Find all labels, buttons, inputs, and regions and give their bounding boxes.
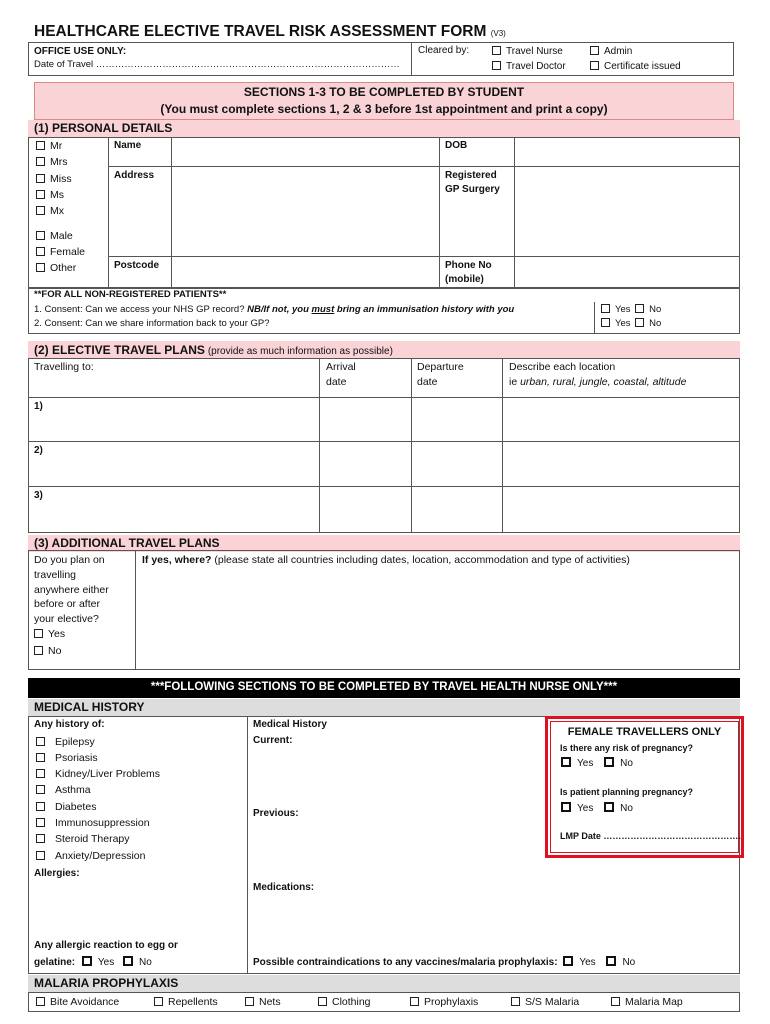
checkbox-icon (36, 769, 45, 778)
checkbox-icon (561, 757, 571, 767)
checkbox-icon (604, 757, 614, 767)
malaria-prophylaxis[interactable]: Prophylaxis (410, 995, 478, 1009)
malaria-header: MALARIA PROPHYLAXIS (34, 976, 179, 990)
malaria-nets[interactable]: Nets (245, 995, 281, 1009)
checkbox-icon (635, 318, 644, 327)
dob-label: DOB (445, 140, 468, 151)
banner-line1: SECTIONS 1-3 TO BE COMPLETED BY STUDENT (243, 85, 525, 99)
name-input[interactable] (173, 139, 437, 164)
name-label: Name (114, 140, 142, 151)
checkbox-icon (36, 190, 45, 199)
consent-2-options[interactable]: Yes No (601, 318, 661, 331)
nurse-banner-text: ***FOLLOWING SECTIONS TO BE COMPLETED BY TRAVEL HEALTH NURSE ONLY*** (150, 681, 618, 693)
checkbox-icon (611, 997, 620, 1006)
contraindications-row[interactable]: Possible contraindications to any vaccines/malaria prophylaxis: Yes No (253, 957, 636, 968)
gp-label-line2: GP Surgery (445, 184, 500, 195)
checkbox-icon (36, 818, 45, 827)
checkbox-icon (82, 956, 92, 966)
medications-label: Medications: (253, 882, 315, 893)
checkbox-icon (245, 997, 254, 1006)
condition-anxiety-depression[interactable]: Anxiety/Depression (36, 849, 145, 863)
checkbox-icon (36, 141, 45, 150)
checkbox-icon (590, 46, 599, 55)
dob-input[interactable] (516, 139, 738, 164)
checkbox-icon (604, 802, 614, 812)
address-input[interactable] (173, 169, 437, 254)
cleared-by-label: Cleared by: (418, 45, 470, 56)
departure-label-2: date (417, 376, 438, 388)
checkbox-icon (590, 61, 599, 70)
condition-epilepsy[interactable]: Epilepsy (36, 735, 95, 749)
checkbox-icon (606, 956, 616, 966)
additional-plans-input[interactable] (138, 570, 738, 668)
checkbox-icon (492, 46, 501, 55)
describe-label-1: Describe each location (509, 361, 616, 373)
pregnancy-risk-question: Is there any risk of pregnancy? (560, 743, 694, 753)
checkbox-icon (154, 997, 163, 1006)
date-of-travel-field[interactable]: Date of Travel …………………………………………………………………………………… (34, 59, 400, 70)
checkbox-icon (561, 802, 571, 812)
pregnancy-risk-options[interactable]: Yes No (561, 757, 633, 771)
checkbox-icon (36, 263, 45, 272)
checkbox-icon (36, 737, 45, 746)
phone-input[interactable] (516, 258, 738, 286)
postcode-input[interactable] (173, 258, 437, 286)
non-registered-heading: **FOR ALL NON-REGISTERED PATIENTS** (34, 289, 227, 300)
title-option-ms[interactable]: Ms (36, 188, 64, 202)
form-title: HEALTHCARE ELECTIVE TRAVEL RISK ASSESSMENT FORM (V3) (34, 23, 506, 40)
egg-allergy-label: Any allergic reaction to egg or (34, 940, 178, 951)
checkbox-icon (36, 231, 45, 240)
gender-option-male[interactable]: Male (36, 229, 73, 243)
title-option-mx[interactable]: Mx (36, 204, 64, 218)
lmp-date-field[interactable]: LMP Date ………………………………………. (560, 831, 741, 841)
condition-immunosuppression[interactable]: Immunosuppression (36, 816, 150, 830)
gp-surgery-input[interactable] (516, 169, 738, 254)
additional-question: Do you plan on travelling anywhere either before or after your elective? (34, 554, 109, 626)
consent-1: 1. Consent: Can we access your NHS GP record? NB/If not, you must bring an immunisation history with you (34, 304, 515, 315)
cleared-certificate-issued[interactable]: Certificate issued (590, 60, 681, 74)
section1-header: (1) PERSONAL DETAILS (34, 121, 173, 135)
medical-history-label: Medical History (253, 719, 327, 730)
checkbox-icon (36, 834, 45, 843)
cleared-admin[interactable]: Admin (590, 45, 632, 59)
checkbox-icon (601, 304, 610, 313)
banner-line2: (You must complete sections 1, 2 & 3 before 1st appointment and print a copy) (160, 102, 608, 116)
checkbox-icon (123, 956, 133, 966)
planning-pregnancy-options[interactable]: Yes No (561, 802, 633, 816)
consent-2: 2. Consent: Can we share information back to your GP? (34, 318, 270, 329)
checkbox-icon (36, 174, 45, 183)
checkbox-icon (34, 629, 43, 638)
cleared-travel-doctor[interactable]: Travel Doctor (492, 60, 566, 74)
arrival-label-1: Arrival (326, 361, 356, 373)
malaria-ss-malaria[interactable]: S/S Malaria (511, 995, 579, 1009)
departure-label-1: Departure (417, 361, 464, 373)
previous-label: Previous: (253, 808, 299, 819)
gender-option-other[interactable]: Other (36, 261, 76, 275)
medical-history-header: MEDICAL HISTORY (34, 700, 145, 714)
form-version: (V3) (490, 29, 506, 38)
condition-kidney-liver[interactable]: Kidney/Liver Problems (36, 767, 160, 781)
address-label: Address (114, 170, 155, 181)
malaria-bite-avoidance[interactable]: Bite Avoidance (36, 995, 119, 1009)
condition-psoriasis[interactable]: Psoriasis (36, 751, 98, 765)
checkbox-icon (36, 753, 45, 762)
allergies-label: Allergies: (34, 868, 80, 879)
any-history-label: Any history of: (34, 719, 105, 730)
phone-label-line2: (mobile) (445, 274, 484, 285)
title-option-mrs[interactable]: Mrs (36, 155, 68, 169)
travel-row-2[interactable]: 2) (34, 445, 43, 456)
checkbox-icon (36, 247, 45, 256)
checkbox-icon (36, 802, 45, 811)
egg-allergy-options[interactable]: gelatine: Yes No (34, 957, 152, 968)
checkbox-icon (492, 61, 501, 70)
malaria-repellents[interactable]: Repellents (154, 995, 218, 1009)
consent-1-options[interactable]: Yes No (601, 304, 661, 317)
travel-row-1[interactable]: 1) (34, 401, 43, 412)
checkbox-icon (635, 304, 644, 313)
travel-row-3[interactable]: 3) (34, 490, 43, 501)
section3-header: (3) ADDITIONAL TRAVEL PLANS (34, 536, 220, 550)
if-yes-where-label: If yes, where? (please state all countries including dates, location, accommodation and type of activities) (142, 554, 630, 566)
phone-label-line1: Phone No (445, 260, 492, 271)
malaria-map[interactable]: Malaria Map (611, 995, 683, 1009)
condition-asthma[interactable]: Asthma (36, 783, 91, 797)
gp-label-line1: Registered (445, 170, 497, 181)
checkbox-icon (36, 851, 45, 860)
describe-label-2: ie urban, rural, jungle, coastal, altitude (509, 376, 687, 388)
title-option-mr[interactable]: Mr (36, 139, 62, 153)
malaria-clothing[interactable]: Clothing (318, 995, 371, 1009)
checkbox-icon (36, 157, 45, 166)
checkbox-icon (36, 206, 45, 215)
condition-diabetes[interactable]: Diabetes (36, 800, 96, 814)
checkbox-icon (36, 785, 45, 794)
checkbox-icon (601, 318, 610, 327)
condition-steroid-therapy[interactable]: Steroid Therapy (36, 832, 130, 846)
checkbox-icon (511, 997, 520, 1006)
cleared-travel-nurse[interactable]: Travel Nurse (492, 45, 563, 59)
title-option-miss[interactable]: Miss (36, 172, 72, 186)
checkbox-icon (563, 956, 573, 966)
postcode-label: Postcode (114, 260, 160, 271)
checkbox-icon (318, 997, 327, 1006)
checkbox-icon (34, 646, 43, 655)
travelling-to-label: Travelling to: (34, 361, 94, 373)
checkbox-icon (36, 997, 45, 1006)
arrival-label-2: date (326, 376, 347, 388)
current-label: Current: (253, 735, 293, 746)
planning-pregnancy-question: Is patient planning pregnancy? (560, 787, 694, 797)
checkbox-icon (410, 997, 419, 1006)
female-travellers-title: FEMALE TRAVELLERS ONLY (567, 726, 722, 738)
office-use-label: OFFICE USE ONLY: (34, 46, 127, 57)
additional-yes[interactable]: Yes (34, 627, 65, 641)
section2-header: (2) ELECTIVE TRAVEL PLANS (provide as much information as possible) (34, 343, 393, 357)
gender-option-female[interactable]: Female (36, 245, 85, 259)
additional-no[interactable]: No (34, 644, 61, 658)
